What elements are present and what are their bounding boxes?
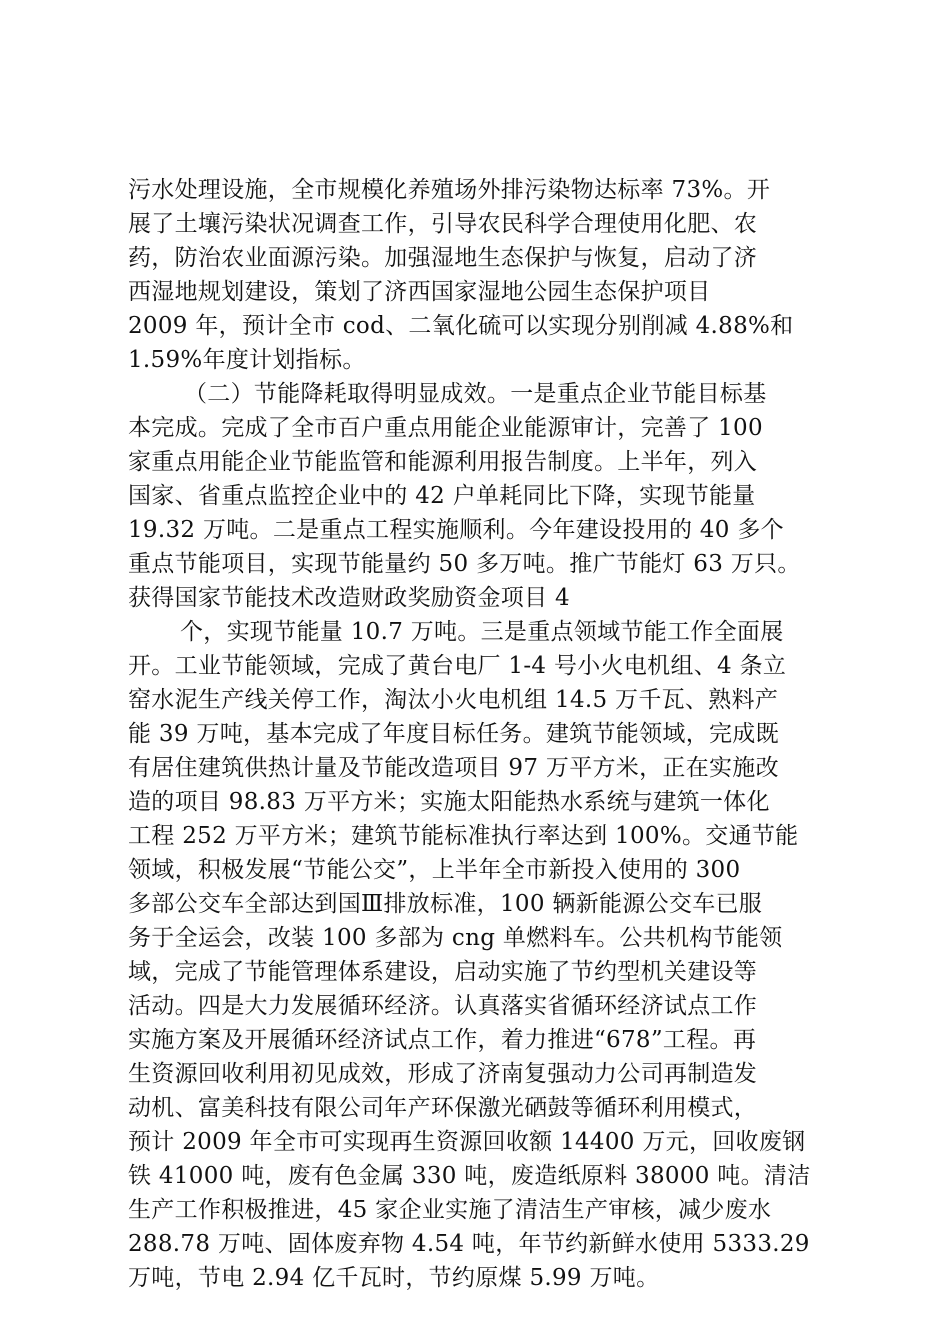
text-line: 生资源回收利用初见成效，形成了济南复强动力公司再制造发 — [128, 1061, 758, 1087]
text-line: 重点节能项目，实现节能量约 50 多万吨。推广节能灯 63 万只。 — [128, 551, 801, 577]
text-line: 工程 252 万平方米；建筑节能标准执行率达到 100%。交通节能 — [128, 823, 799, 849]
text-line: 19.32 万吨。二是重点工程实施顺利。今年建设投用的 40 多个 — [128, 517, 784, 543]
text-line: 能 39 万吨，基本完成了年度目标任务。建筑节能领域，完成既 — [128, 721, 779, 747]
text-line: 有居住建筑供热计量及节能改造项目 97 万平方米，正在实施改 — [128, 755, 779, 781]
paragraph-start-line: （二）节能降耗取得明显成效。一是重点企业节能目标基 — [184, 381, 767, 407]
paragraph-start-line: 个，实现节能量 10.7 万吨。三是重点领域节能工作全面展 — [180, 619, 784, 645]
text-line: 预计 2009 年全市可实现再生资源回收额 14400 万元，回收废钢 — [128, 1129, 806, 1155]
text-line: 1.59%年度计划指标。 — [128, 347, 366, 373]
text-line: 造的项目 98.83 万平方米；实施太阳能热水系统与建筑一体化 — [128, 789, 770, 815]
text-line: 实施方案及开展循环经济试点工作，着力推进“678”工程。再 — [128, 1027, 757, 1053]
text-line: 展了土壤污染状况调查工作，引导农民科学合理使用化肥、农 — [128, 211, 758, 237]
text-line: 288.78 万吨、固体废弃物 4.54 吨，年节约新鲜水使用 5333.29 — [128, 1231, 810, 1257]
text-line: 2009 年，预计全市 cod、二氧化硫可以实现分别削减 4.88%和 — [128, 313, 794, 339]
text-line: 领域，积极发展“节能公交”，上半年全市新投入使用的 300 — [128, 857, 741, 883]
text-line: 务于全运会，改装 100 多部为 cng 单燃料车。公共机构节能领 — [128, 925, 783, 951]
text-line: 开。工业节能领域，完成了黄台电厂 1-4 号小火电机组、4 条立 — [128, 653, 787, 679]
text-line: 污水处理设施，全市规模化养殖场外排污染物达标率 73%。开 — [128, 177, 771, 203]
text-line: 生产工作积极推进，45 家企业实施了清洁生产审核，减少废水 — [128, 1197, 772, 1223]
text-line: 动机、富美科技有限公司年产环保激光硒鼓等循环利用模式， — [128, 1095, 758, 1121]
text-line: 国家、省重点监控企业中的 42 户单耗同比下降，实现节能量 — [128, 483, 756, 509]
body-text — [128, 173, 828, 1295]
text-line: 域，完成了节能管理体系建设，启动实施了节约型机关建设等 — [128, 959, 758, 985]
text-line: 万吨，节电 2.94 亿千瓦时，节约原煤 5.99 万吨。 — [128, 1265, 660, 1291]
text-line: 药，防治农业面源污染。加强湿地生态保护与恢复，启动了济 — [128, 245, 758, 271]
text-line: 家重点用能企业节能监管和能源利用报告制度。上半年，列入 — [128, 449, 758, 475]
text-line: 西湿地规划建设，策划了济西国家湿地公园生态保护项目 — [128, 279, 711, 305]
text-line: 本完成。完成了全市百户重点用能企业能源审计，完善了 100 — [128, 415, 763, 441]
text-line: 多部公交车全部达到国Ⅲ排放标准，100 辆新能源公交车已服 — [128, 891, 763, 917]
text-line: 获得国家节能技术改造财政奖励资金项目 4 — [128, 585, 570, 611]
text-line: 窑水泥生产线关停工作，淘汰小火电机组 14.5 万千瓦、熟料产 — [128, 687, 779, 713]
text-line: 活动。四是大力发展循环经济。认真落实省循环经济试点工作 — [128, 993, 758, 1019]
text-line: 铁 41000 吨，废有色金属 330 吨，废造纸原料 38000 吨。清洁 — [128, 1163, 811, 1189]
